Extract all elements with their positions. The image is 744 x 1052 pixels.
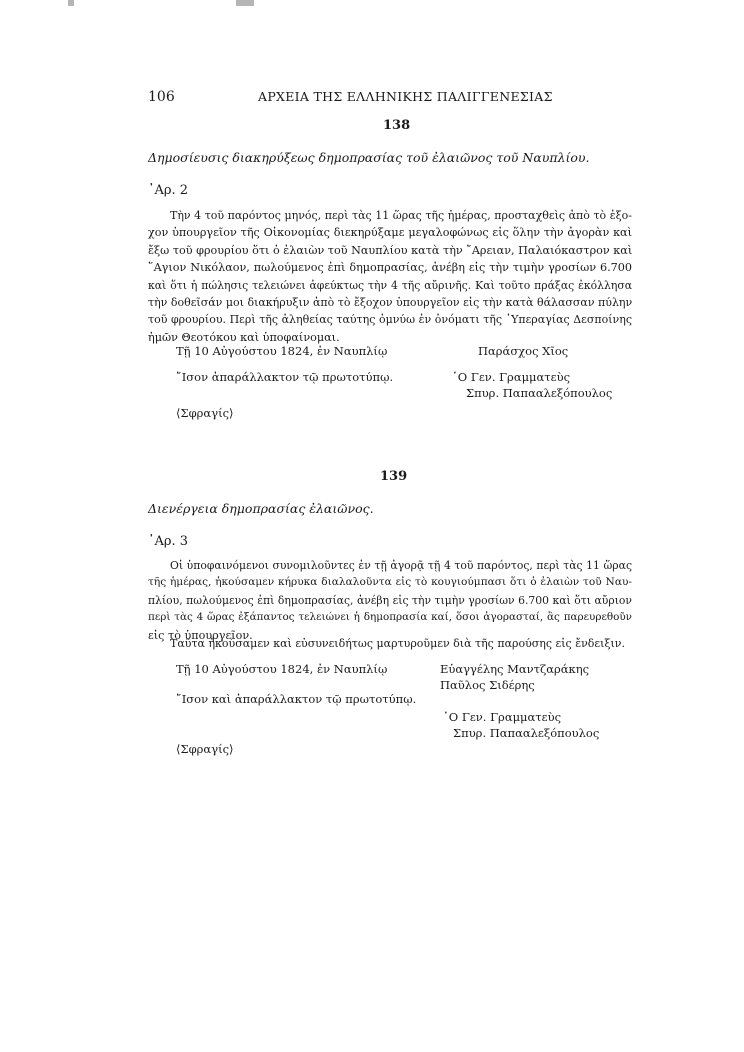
signer-name: Παράσχος Χῖος [478,344,569,358]
scan-mark [236,0,254,6]
secretary-name: Σπυρ. Παπααλεξόπουλος [453,726,600,740]
document-reference: ᾽Αρ. 2 [148,183,189,198]
body-line: εἰς τὸ ὑπουργεῖον. [148,628,253,642]
scan-mark [68,0,74,6]
body-line: ἡμῶν Θεοτόκου καὶ ὑποφαίνομαι. [148,330,340,344]
body-line: τοῦ φρουρίου. Περὶ τῆς ἀληθείας ταύτης ὀμνύω ἐν ὀνόματι τῆς ῾Υπεραγίας Δεσποίνης [148,313,632,327]
seal-note: ⟨Σφραγίς⟩ [176,406,234,420]
document-title: Δημοσίευσις διακηρύξεως δημοπρασίας τοῦ ἐλαιῶνος τοῦ Ναυπλίου. [148,150,590,165]
body-line: τῆς ἡμέρας, ἠκούσαμεν κήρυκα διαλαλοῦντα εἰς τὸ κουγιούμπασι ὅτι ὁ ἐλαιὼν τοῦ Ναυ- [148,576,632,589]
secretary-title: ῾Ο Γεν. Γραμματεὺς [443,710,562,724]
date-place: Τῇ 10 Αὐγούστου 1824, ἐν Ναυπλίῳ [176,662,388,676]
document-body [148,207,632,346]
body-line: Τὴν 4 τοῦ παρόντος μηνός, περὶ τὰς 11 ὥρας τῆς ἡμέρας, προσταχθεὶς ἀπὸ τὸ ἐξο- [170,209,632,222]
document-body [148,557,632,644]
body-line: περὶ τὰς 4 ὥρας ἐξάπαντος τελειώνει ἡ δημοπρασία καί, ὅσοι ἀγορασταί, ἂς παρευρεθοῦν [148,611,632,624]
body-line: καὶ ὅτι ἡ πώλησις τελειώνει ἀφεύκτως τὴν 4 τῆς αὔρινῆς. Καὶ τοῦτο πράξας ἐκόλλησα [148,278,632,292]
body-line: πλίου, πωλούμενος ἐπὶ δημοπρασίας, ἀνέβη εἰς τὴν τιμὴν γροσίων 6.700 καὶ ὅτι αὔριον [148,593,632,607]
attestation-line: Ταῦτα ἠκούσαμεν καὶ εὐσυνειδήτως μαρτυροῦμεν διὰ τῆς παρούσης εἰς ἔνδειξιν. [170,637,625,650]
body-line: Οἱ ὑποφαινόμενοι συνομιλοῦντες ἐν τῇ ἀγορᾷ τῇ 4 τοῦ παρόντος, περὶ τὰς 11 ὥρας [170,559,632,572]
body-line: χον ὑπουργεῖον τῆς Οἰκονομίας διεκηρύξαμε μεγαλοφώνως εἰς ὅλην τὴν ἀγορὰν καὶ [148,226,632,240]
document-number: 139 [380,469,408,484]
running-title: ΑΡΧΕΙΑ ΤΗΣ ΕΛΛΗΝΙΚΗΣ ΠΑΛΙΓΓΕΝΕΣΙΑΣ [258,89,553,104]
body-line: τὴν δοθεῖσάν μοι διακήρυξιν ἀπὸ τὸ ἔξοχον ὑπουργεῖον εἰς τὴν κατὰ θάλασσαν πύλην [148,296,633,310]
date-place: Τῇ 10 Αὐγούστου 1824, ἐν Ναυπλίῳ [176,344,388,358]
document-reference: ᾽Αρ. 3 [148,534,189,549]
copy-note: ῎Ισον καὶ ἀπαράλλακτον τῷ πρωτοτύπῳ. [176,692,417,706]
secretary-name: Σπυρ. Παπααλεξόπουλος [466,386,613,400]
body-line: ἔξω τοῦ φρουρίου ὅτι ὁ ἐλαιὼν τοῦ Ναυπλίου κατὰ τὴν ῎Αρειαν, Παλαιόκαστρον καὶ [148,243,633,257]
document-number: 138 [383,118,411,133]
body-line: ῞Αγιον Νικόλαον, πωλούμενος ἐπὶ δημοπρασίας, ἀνέβη εἰς τὴν τιμὴν γροσίων 6.700 [148,261,632,275]
seal-note: ⟨Σφραγίς⟩ [176,742,234,756]
signer-name: Εὐαγγέλης Μαντζαράκης [440,662,590,676]
copy-note: ῎Ισον ἀπαράλλακτον τῷ πρωτοτύπῳ. [176,370,394,384]
signer-name: Παῦλος Σιδέρης [440,678,535,692]
page-number: 106 [148,89,175,105]
secretary-title: ῾Ο Γεν. Γραμματεὺς [452,370,571,384]
document-title: Διενέργεια δημοπρασίας ἐλαιῶνος. [148,501,374,516]
